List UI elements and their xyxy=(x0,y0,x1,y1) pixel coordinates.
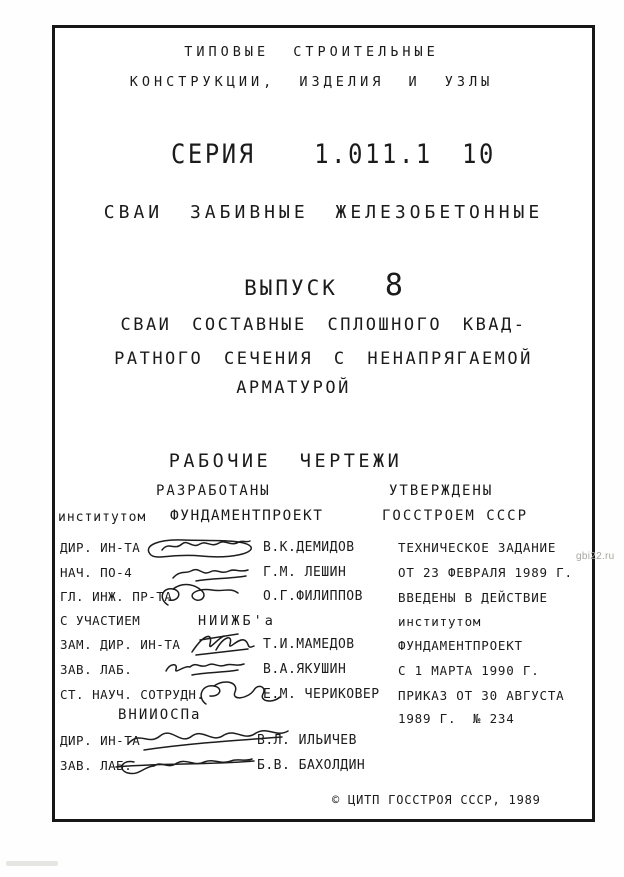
signer-row xyxy=(0,758,624,784)
signer-role: ЗАВ. ЛАБ. xyxy=(60,758,133,773)
classification-line-2 xyxy=(52,75,595,90)
approved-line: институтом xyxy=(398,614,482,629)
approved-line: ПРИКАЗ ОТ 30 АВГУСТА xyxy=(398,688,565,703)
approved-authority: ГОССТРОЕМ СССР xyxy=(382,508,529,524)
signer-role: ГЛ. ИНЖ. ПР-ТА xyxy=(60,589,173,604)
issue-heading xyxy=(52,268,595,305)
participation-line xyxy=(0,613,624,639)
signer-row xyxy=(0,637,624,663)
approved-line: ОТ 23 ФЕВРАЛЯ 1989 Г. xyxy=(398,565,573,580)
issue-number: 8 xyxy=(384,268,403,303)
signer-name: В.Л. ИЛЬИЧЕВ xyxy=(257,733,357,748)
signer-role: ДИР. ИН-ТА xyxy=(60,733,141,748)
approved-line: ТЕХНИЧЕСКОЕ ЗАДАНИЕ xyxy=(398,540,557,555)
watermark-site: gbi22.ru xyxy=(576,551,615,562)
participation-org: НИИЖБ'а xyxy=(198,613,276,629)
signature-scribble xyxy=(112,752,260,782)
developed-institute-prefix: институтом xyxy=(58,510,147,525)
signer-row xyxy=(0,733,624,759)
participation-prefix: С УЧАСТИЕМ xyxy=(60,613,141,628)
signer-name: Г.М. ЛЕШИН xyxy=(263,565,347,580)
approved-line: ФУНДАМЕНТПРОЕКТ xyxy=(398,638,523,653)
issue-title-line-1: СВАИ СОСТАВНЫЕ СПЛОШНОГО КВАД- xyxy=(120,315,527,335)
classification-line-1 xyxy=(52,45,595,60)
classification-text: ТИПОВЫЕ СТРОИТЕЛЬНЫЕ xyxy=(184,44,439,60)
series-number: 1.011.1 10 xyxy=(314,139,497,170)
signer-name: Т.И.МАМЕДОВ xyxy=(263,637,355,652)
approved-line: С 1 МАРТА 1990 Г. xyxy=(398,663,540,678)
doc-type-heading: РАБОЧИЕ ЧЕРТЕЖИ xyxy=(168,451,403,472)
vniiosp-org: ВНИИОСПа xyxy=(118,707,202,723)
classification-text: КОНСТРУКЦИИ, ИЗДЕЛИЯ И УЗЛЫ xyxy=(129,74,494,90)
series-label: СЕРИЯ xyxy=(170,139,256,170)
signer-role: СТ. НАУЧ. СОТРУДН. xyxy=(60,687,205,702)
signer-name: Е.М. ЧЕРИКОВЕР xyxy=(263,687,380,702)
series-title xyxy=(95,140,573,170)
signer-name: Б.В. БАХОЛДИН xyxy=(257,758,366,773)
issue-title-line-2: РАТНОГО СЕЧЕНИЯ С НЕНАПРЯГАЕМОЙ xyxy=(114,349,533,369)
signer-name: В.К.ДЕМИДОВ xyxy=(263,540,355,555)
signature-scribble xyxy=(150,581,242,613)
copyright-notice: © ЦИТП ГОССТРОЯ СССР, 1989 xyxy=(332,793,541,807)
signer-role: ЗАМ. ДИР. ИН-ТА xyxy=(60,637,181,652)
signer-role: ДИР. ИН-ТА xyxy=(60,540,141,555)
approved-line: ВВЕДЕНЫ В ДЕЙСТВИЕ xyxy=(398,590,548,605)
signer-role: ЗАВ. ЛАБ. xyxy=(60,662,133,677)
issue-title-line-3: АРМАТУРОЙ xyxy=(236,378,351,398)
approved-heading: УТВЕРЖДЕНЫ xyxy=(389,483,494,499)
issue-label: ВЫПУСК xyxy=(244,276,338,300)
developed-institute-name: ФУНДАМЕНТПРОЕКТ xyxy=(170,508,324,524)
signer-role: НАЧ. ПО-4 xyxy=(60,565,133,580)
document-title: СВАИ ЗАБИВНЫЕ ЖЕЛЕЗОБЕТОННЫЕ xyxy=(103,202,544,223)
developed-heading: РАЗРАБОТАНЫ xyxy=(156,483,271,499)
signer-name: О.Г.ФИЛИППОВ xyxy=(263,589,363,604)
faint-watermark xyxy=(6,861,58,866)
approved-line: 1989 Г. № 234 xyxy=(398,711,515,726)
signature-scribble xyxy=(138,535,258,565)
signer-name: В.А.ЯКУШИН xyxy=(263,662,347,677)
